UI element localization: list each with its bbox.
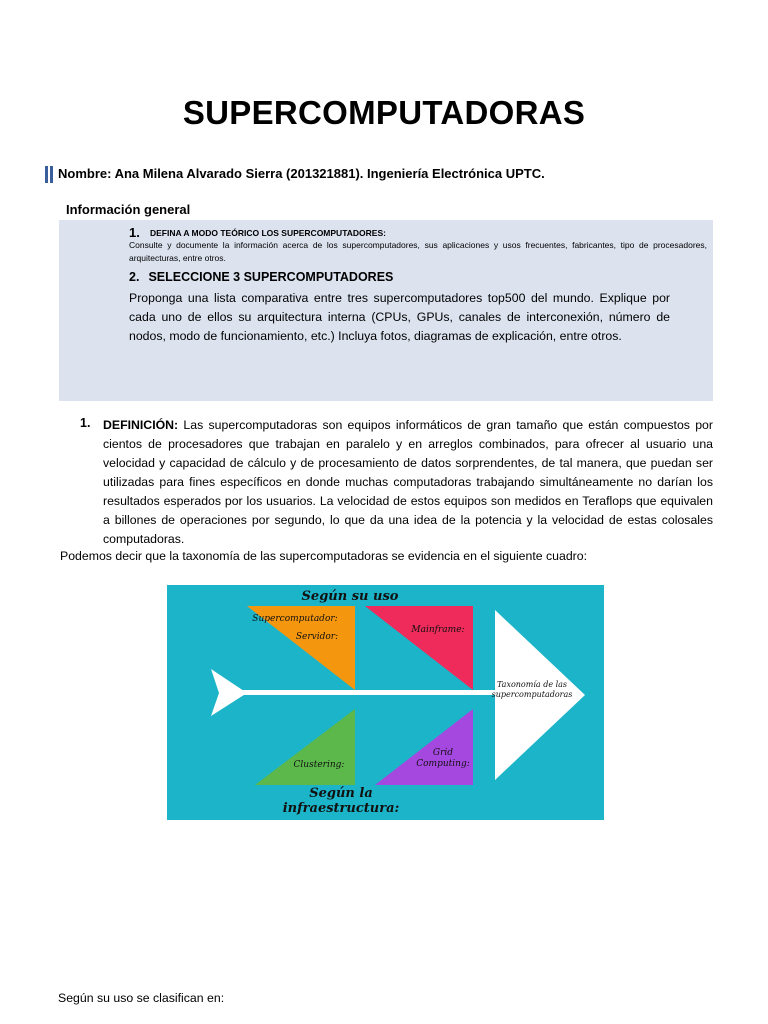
heading-bar-marker: [45, 166, 48, 183]
box4-label-1: Grid: [432, 748, 454, 758]
label-segun-infra-1: Según la: [309, 786, 373, 801]
item1-body: Consulte y documente la información acerca de los supercomputadores, sus aplicaciones y usos frecuentes, fabricantes, tipo de procesadores, arquitecturas, entre otros.: [129, 240, 707, 263]
item2-number: 2.: [129, 270, 140, 284]
box2-label: Mainframe:: [411, 625, 465, 635]
label-segun-infra-2: infraestructura:: [282, 801, 400, 816]
taxonomy-intro: Podemos decir que la taxonomía de las supercomputadoras se evidencia en el siguiente cuadro:: [60, 549, 588, 563]
assignment-box: [59, 220, 713, 401]
box1-label-2: Servidor:: [295, 632, 339, 642]
label-segun-uso: Según su uso: [301, 589, 399, 604]
definition-label: DEFINICIÓN:: [103, 418, 179, 432]
item2-heading-line: [129, 270, 402, 284]
definition-paragraph: [103, 416, 713, 549]
author-line: Nombre: Ana Milena Alvarado Sierra (201321881). Ingeniería Electrónica UPTC.: [58, 166, 545, 181]
box3-label: Clustering:: [293, 760, 345, 770]
heading-bar-marker: [50, 166, 53, 183]
head-label-1: Taxonomía de las: [496, 680, 568, 689]
item1-number: 1.: [129, 225, 140, 240]
definition-text: Las supercomputadoras son equipos informáticos de gran tamaño que están compuestos por cientos de procesadores que trabajan en paralelo y en arreglos combinados, para ofrecer al usuario una velocidad y capacidad de cálculo y de procesamiento de datos sorprendentes, de tal manera, que puedan ser utilizadas para fines específicos en donde muchas computadoras trabajando simultáneamente no darían los resultados esperados por los usuarios. La velocidad de estos equipos son medidos en Teraflops que equivalen a billones de operaciones por segundo, lo que da una idea de la potencia y la velocidad de estas colosales computadoras.: [103, 418, 713, 546]
taxonomy-diagram: [167, 585, 604, 820]
usage-classification-heading: Según su uso se clasifican en:: [58, 991, 225, 1005]
spine-line: [243, 690, 499, 695]
definition-number: 1.: [80, 416, 91, 430]
info-heading: Información general: [66, 202, 191, 217]
head-label-2: supercomputadoras: [491, 690, 573, 699]
item2-body: Proponga una lista comparativa entre tres supercomputadores top500 del mundo. Explique por cada uno de ellos su arquitectura interna (CPUs, GPUs, canales de interconexión, número de nodos, modo de funcionamiento, etc.) Incluya fotos, diagramas de explicación, entre otros.: [129, 291, 670, 343]
box1-label-1: Supercomputador:: [252, 614, 338, 624]
item2-heading: SELECCIONE 3 SUPERCOMPUTADORES: [148, 270, 394, 284]
item1-heading: DEFINA A MODO TEÓRICO LOS SUPERCOMPUTADORES:: [150, 228, 386, 238]
box4-label-2: Computing:: [416, 759, 470, 769]
page-title: SUPERCOMPUTADORAS: [182, 94, 586, 131]
